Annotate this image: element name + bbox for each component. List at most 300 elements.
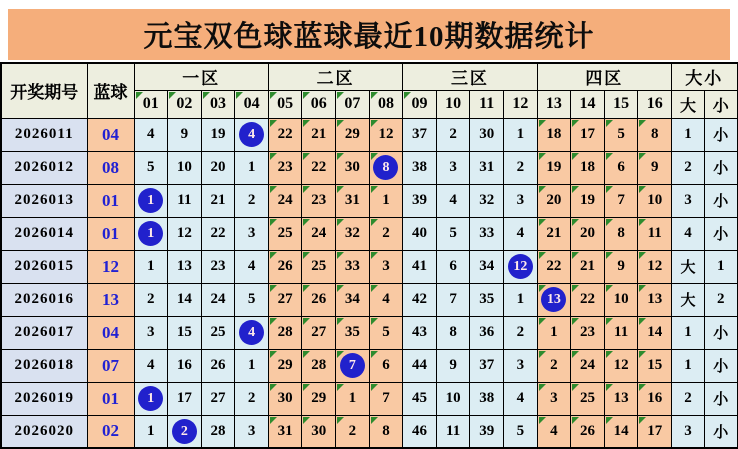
period-column-header: 开奖期号 — [1, 63, 87, 118]
miss-cell: 10 — [436, 382, 470, 415]
table-row-2026012 — [1, 151, 738, 184]
miss-cell: 10 — [604, 283, 638, 316]
miss-cell — [537, 283, 571, 316]
miss-cell: 2 — [436, 118, 470, 151]
miss-cell: 4 — [369, 283, 403, 316]
miss-cell: 1 — [336, 382, 370, 415]
comment-triangle-marker — [169, 92, 176, 99]
comment-triangle-marker — [606, 120, 613, 127]
comment-triangle-marker — [270, 120, 277, 127]
comment-triangle-marker — [404, 92, 411, 99]
miss-cell: 10 — [168, 151, 202, 184]
comment-triangle-marker — [303, 120, 310, 127]
zone2-header: 二区 — [268, 63, 402, 90]
miss-cell: 23 — [571, 316, 605, 349]
column-header-03: 03 — [201, 90, 235, 118]
miss-cell: 40 — [403, 217, 437, 250]
miss-cell: 36 — [470, 316, 504, 349]
miss-cell: 13 — [168, 250, 202, 283]
miss-cell: 7 — [604, 184, 638, 217]
comment-triangle-marker — [539, 384, 546, 391]
comment-triangle-marker — [236, 92, 243, 99]
comment-triangle-marker — [639, 384, 646, 391]
miss-cell: 26 — [201, 349, 235, 382]
miss-cell: 17 — [571, 118, 605, 151]
period-cell: 2026012 — [1, 151, 87, 184]
comment-triangle-marker — [572, 318, 579, 325]
comment-triangle-marker — [337, 252, 344, 259]
comment-triangle-marker — [270, 92, 277, 99]
miss-cell: 44 — [403, 349, 437, 382]
big-cell: 大 — [672, 250, 705, 283]
column-header-big: 大 — [672, 90, 705, 118]
miss-cell: 11 — [168, 184, 202, 217]
blue-column-header: 蓝球 — [87, 63, 134, 118]
comment-triangle-marker — [539, 219, 546, 226]
miss-cell: 2 — [336, 415, 370, 448]
miss-cell: 28 — [302, 349, 336, 382]
miss-cell: 25 — [268, 217, 302, 250]
miss-cell: 37 — [403, 118, 437, 151]
big-cell: 3 — [672, 415, 705, 448]
comment-triangle-marker — [270, 219, 277, 226]
miss-cell: 22 — [201, 217, 235, 250]
comment-triangle-marker — [539, 318, 546, 325]
big-cell: 1 — [672, 316, 705, 349]
miss-cell: 35 — [470, 283, 504, 316]
miss-cell: 23 — [302, 184, 336, 217]
miss-cell: 26 — [268, 250, 302, 283]
comment-triangle-marker — [606, 219, 613, 226]
comment-triangle-marker — [303, 351, 310, 358]
period-cell: 2026011 — [1, 118, 87, 151]
comment-triangle-marker — [572, 120, 579, 127]
period-cell: 2026013 — [1, 184, 87, 217]
size-header: 大小 — [672, 63, 738, 90]
comment-triangle-marker — [337, 120, 344, 127]
miss-cell: 16 — [638, 382, 672, 415]
comment-triangle-marker — [572, 219, 579, 226]
comment-triangle-marker — [371, 318, 378, 325]
blue-value-cell: 08 — [87, 151, 134, 184]
blue-ball-marker: 1 — [138, 221, 163, 246]
miss-cell: 29 — [302, 382, 336, 415]
miss-cell: 43 — [403, 316, 437, 349]
miss-cell — [134, 217, 168, 250]
comment-triangle-marker — [270, 351, 277, 358]
comment-triangle-marker — [371, 219, 378, 226]
big-cell: 4 — [672, 217, 705, 250]
miss-cell: 26 — [302, 283, 336, 316]
miss-cell: 5 — [369, 316, 403, 349]
comment-triangle-marker — [337, 219, 344, 226]
comment-triangle-marker — [639, 153, 646, 160]
miss-cell: 2 — [537, 349, 571, 382]
big-cell: 3 — [672, 184, 705, 217]
small-cell: 小 — [705, 349, 738, 382]
comment-triangle-marker — [303, 92, 310, 99]
column-header-09: 09 — [403, 90, 437, 118]
miss-cell: 30 — [268, 382, 302, 415]
miss-cell: 12 — [168, 217, 202, 250]
miss-cell — [235, 118, 269, 151]
blue-ball-marker: 13 — [541, 287, 566, 312]
miss-cell: 19 — [201, 118, 235, 151]
comment-triangle-marker — [572, 252, 579, 259]
blue-value-cell: 01 — [87, 382, 134, 415]
table-row-2026018 — [1, 349, 738, 382]
period-cell: 2026019 — [1, 382, 87, 415]
column-header-14: 14 — [571, 90, 605, 118]
comment-triangle-marker — [337, 417, 344, 424]
comment-triangle-marker — [270, 384, 277, 391]
miss-cell: 33 — [470, 217, 504, 250]
big-cell: 2 — [672, 151, 705, 184]
miss-cell: 24 — [268, 184, 302, 217]
small-cell: 小 — [705, 316, 738, 349]
miss-cell: 45 — [403, 382, 437, 415]
comment-triangle-marker — [371, 120, 378, 127]
comment-triangle-marker — [371, 186, 378, 193]
comment-triangle-marker — [371, 384, 378, 391]
comment-triangle-marker — [270, 186, 277, 193]
miss-cell: 9 — [638, 151, 672, 184]
miss-cell: 9 — [168, 118, 202, 151]
blue-ball-marker: 4 — [239, 122, 264, 147]
zone1-header: 一区 — [134, 63, 268, 90]
miss-cell: 25 — [571, 382, 605, 415]
column-header-05: 05 — [268, 90, 302, 118]
comment-triangle-marker — [203, 92, 210, 99]
miss-cell: 1 — [235, 349, 269, 382]
miss-cell: 3 — [436, 151, 470, 184]
comment-triangle-marker — [606, 384, 613, 391]
miss-cell: 1 — [235, 151, 269, 184]
miss-cell — [336, 349, 370, 382]
title-band — [8, 9, 730, 60]
blue-value-cell: 01 — [87, 217, 134, 250]
miss-cell: 7 — [436, 283, 470, 316]
blue-ball-stats-table — [0, 62, 738, 449]
comment-triangle-marker — [136, 92, 143, 99]
miss-cell: 19 — [537, 151, 571, 184]
comment-triangle-marker — [539, 153, 546, 160]
miss-cell: 20 — [571, 217, 605, 250]
big-cell: 1 — [672, 118, 705, 151]
miss-cell: 9 — [436, 349, 470, 382]
zone3-header: 三区 — [403, 63, 537, 90]
column-header-01: 01 — [134, 90, 168, 118]
zone-header-row — [1, 63, 738, 90]
miss-cell: 20 — [537, 184, 571, 217]
comment-triangle-marker — [572, 285, 579, 292]
miss-cell: 31 — [268, 415, 302, 448]
miss-cell: 38 — [470, 382, 504, 415]
comment-triangle-marker — [303, 384, 310, 391]
blue-value-cell: 04 — [87, 118, 134, 151]
column-header-11: 11 — [470, 90, 504, 118]
comment-triangle-marker — [572, 351, 579, 358]
miss-cell: 23 — [268, 151, 302, 184]
comment-triangle-marker — [303, 417, 310, 424]
miss-cell: 42 — [403, 283, 437, 316]
comment-triangle-marker — [572, 417, 579, 424]
miss-cell: 13 — [604, 382, 638, 415]
blue-value-cell: 12 — [87, 250, 134, 283]
comment-triangle-marker — [572, 384, 579, 391]
comment-triangle-marker — [337, 186, 344, 193]
blue-ball-marker: 12 — [508, 254, 533, 279]
period-cell: 2026018 — [1, 349, 87, 382]
column-header-06: 06 — [302, 90, 336, 118]
comment-triangle-marker — [270, 252, 277, 259]
miss-cell: 37 — [470, 349, 504, 382]
miss-cell: 2 — [235, 184, 269, 217]
miss-cell: 4 — [235, 250, 269, 283]
miss-cell: 8 — [436, 316, 470, 349]
comment-triangle-marker — [337, 318, 344, 325]
comment-triangle-marker — [606, 318, 613, 325]
miss-cell: 24 — [302, 217, 336, 250]
comment-triangle-marker — [639, 285, 646, 292]
comment-triangle-marker — [572, 186, 579, 193]
table-row-2026011 — [1, 118, 738, 151]
small-cell: 1 — [705, 250, 738, 283]
miss-cell: 4 — [504, 382, 538, 415]
miss-cell: 28 — [268, 316, 302, 349]
miss-cell: 46 — [403, 415, 437, 448]
miss-cell: 3 — [537, 382, 571, 415]
comment-triangle-marker — [639, 417, 646, 424]
miss-cell: 13 — [638, 283, 672, 316]
miss-cell: 6 — [436, 250, 470, 283]
miss-cell: 9 — [604, 250, 638, 283]
miss-cell: 8 — [638, 118, 672, 151]
period-cell: 2026015 — [1, 250, 87, 283]
comment-triangle-marker — [371, 252, 378, 259]
miss-cell: 27 — [268, 283, 302, 316]
miss-cell: 3 — [235, 217, 269, 250]
miss-cell: 17 — [168, 382, 202, 415]
miss-cell: 8 — [369, 415, 403, 448]
miss-cell — [369, 151, 403, 184]
miss-cell: 29 — [268, 349, 302, 382]
comment-triangle-marker — [606, 285, 613, 292]
comment-triangle-marker — [606, 351, 613, 358]
table-row-2026017 — [1, 316, 738, 349]
miss-cell: 16 — [168, 349, 202, 382]
blue-ball-marker: 8 — [373, 155, 398, 180]
comment-triangle-marker — [303, 186, 310, 193]
comment-triangle-marker — [303, 153, 310, 160]
comment-triangle-marker — [539, 252, 546, 259]
column-header-16: 16 — [638, 90, 672, 118]
miss-cell — [134, 184, 168, 217]
blue-ball-marker: 1 — [138, 188, 163, 213]
comment-triangle-marker — [371, 417, 378, 424]
miss-cell: 11 — [436, 415, 470, 448]
miss-cell: 11 — [638, 217, 672, 250]
miss-cell: 26 — [571, 415, 605, 448]
comment-triangle-marker — [270, 153, 277, 160]
miss-cell: 2 — [369, 217, 403, 250]
period-cell: 2026017 — [1, 316, 87, 349]
comment-triangle-marker — [639, 252, 646, 259]
miss-cell: 18 — [571, 151, 605, 184]
miss-cell: 39 — [470, 415, 504, 448]
small-cell: 小 — [705, 382, 738, 415]
miss-cell: 34 — [470, 250, 504, 283]
comment-triangle-marker — [639, 186, 646, 193]
miss-cell: 30 — [302, 415, 336, 448]
comment-triangle-marker — [337, 92, 344, 99]
miss-cell: 21 — [571, 250, 605, 283]
miss-cell: 5 — [604, 118, 638, 151]
page-title: 元宝双色球蓝球最近10期数据统计 — [143, 21, 595, 53]
miss-cell: 27 — [201, 382, 235, 415]
miss-cell: 3 — [504, 184, 538, 217]
comment-triangle-marker — [606, 252, 613, 259]
comment-triangle-marker — [270, 285, 277, 292]
small-cell: 小 — [705, 118, 738, 151]
blue-value-cell: 07 — [87, 349, 134, 382]
comment-triangle-marker — [371, 92, 378, 99]
table-row-2026016 — [1, 283, 738, 316]
miss-cell: 18 — [537, 118, 571, 151]
comment-triangle-marker — [539, 351, 546, 358]
miss-cell: 4 — [504, 217, 538, 250]
miss-cell: 14 — [604, 415, 638, 448]
miss-cell: 32 — [470, 184, 504, 217]
miss-cell: 21 — [302, 118, 336, 151]
miss-cell: 2 — [134, 283, 168, 316]
comment-triangle-marker — [303, 252, 310, 259]
miss-cell: 4 — [134, 349, 168, 382]
miss-cell: 6 — [604, 151, 638, 184]
comment-triangle-marker — [639, 120, 646, 127]
miss-cell: 7 — [369, 382, 403, 415]
miss-cell: 4 — [436, 184, 470, 217]
miss-cell: 22 — [268, 118, 302, 151]
blue-ball-marker: 4 — [239, 320, 264, 345]
blue-value-cell: 02 — [87, 415, 134, 448]
miss-cell: 3 — [369, 250, 403, 283]
miss-cell: 22 — [537, 250, 571, 283]
miss-cell — [504, 250, 538, 283]
big-cell: 1 — [672, 349, 705, 382]
blue-value-cell: 13 — [87, 283, 134, 316]
miss-cell: 35 — [336, 316, 370, 349]
miss-cell: 22 — [571, 283, 605, 316]
miss-cell: 22 — [302, 151, 336, 184]
miss-cell: 4 — [134, 118, 168, 151]
comment-triangle-marker — [303, 219, 310, 226]
comment-triangle-marker — [539, 417, 546, 424]
big-cell: 2 — [672, 382, 705, 415]
column-header-13: 13 — [537, 90, 571, 118]
miss-cell: 1 — [537, 316, 571, 349]
column-header-small: 小 — [705, 90, 738, 118]
miss-cell: 3 — [235, 415, 269, 448]
miss-cell — [168, 415, 202, 448]
miss-cell: 21 — [537, 217, 571, 250]
small-cell: 小 — [705, 415, 738, 448]
miss-cell: 38 — [403, 151, 437, 184]
miss-cell: 33 — [336, 250, 370, 283]
column-header-15: 15 — [604, 90, 638, 118]
small-cell: 2 — [705, 283, 738, 316]
miss-cell: 5 — [436, 217, 470, 250]
comment-triangle-marker — [639, 351, 646, 358]
miss-cell: 28 — [201, 415, 235, 448]
miss-cell: 34 — [336, 283, 370, 316]
miss-cell: 1 — [369, 184, 403, 217]
miss-cell: 19 — [571, 184, 605, 217]
table-row-2026014 — [1, 217, 738, 250]
miss-cell: 1 — [504, 283, 538, 316]
miss-cell: 1 — [504, 118, 538, 151]
miss-cell: 14 — [638, 316, 672, 349]
period-cell: 2026014 — [1, 217, 87, 250]
comment-triangle-marker — [572, 153, 579, 160]
miss-cell: 23 — [201, 250, 235, 283]
comment-triangle-marker — [539, 186, 546, 193]
column-header-02: 02 — [168, 90, 202, 118]
miss-cell: 24 — [201, 283, 235, 316]
miss-cell: 2 — [504, 316, 538, 349]
comment-triangle-marker — [371, 153, 378, 160]
miss-cell: 41 — [403, 250, 437, 283]
small-cell: 小 — [705, 184, 738, 217]
column-header-08: 08 — [369, 90, 403, 118]
comment-triangle-marker — [337, 351, 344, 358]
miss-cell: 30 — [336, 151, 370, 184]
miss-cell: 2 — [504, 151, 538, 184]
comment-triangle-marker — [270, 318, 277, 325]
miss-cell: 32 — [336, 217, 370, 250]
table-row-2026020 — [1, 415, 738, 448]
zone4-header: 四区 — [537, 63, 671, 90]
table-row-2026019 — [1, 382, 738, 415]
table-row-2026013 — [1, 184, 738, 217]
period-cell: 2026016 — [1, 283, 87, 316]
column-header-04: 04 — [235, 90, 269, 118]
small-cell: 小 — [705, 217, 738, 250]
comment-triangle-marker — [606, 417, 613, 424]
miss-cell: 1 — [134, 415, 168, 448]
miss-cell: 31 — [336, 184, 370, 217]
comment-triangle-marker — [606, 186, 613, 193]
miss-cell: 30 — [470, 118, 504, 151]
miss-cell: 10 — [638, 184, 672, 217]
comment-triangle-marker — [539, 120, 546, 127]
miss-cell: 20 — [201, 151, 235, 184]
blue-ball-marker: 7 — [340, 353, 365, 378]
blue-value-cell: 01 — [87, 184, 134, 217]
miss-cell: 8 — [604, 217, 638, 250]
comment-triangle-marker — [639, 318, 646, 325]
miss-cell: 25 — [302, 250, 336, 283]
big-cell: 大 — [672, 283, 705, 316]
comment-triangle-marker — [270, 417, 277, 424]
miss-cell: 3 — [504, 349, 538, 382]
miss-cell: 1 — [134, 250, 168, 283]
blue-ball-marker: 2 — [172, 419, 197, 444]
comment-triangle-marker — [639, 219, 646, 226]
miss-cell: 15 — [168, 316, 202, 349]
miss-cell: 3 — [134, 316, 168, 349]
miss-cell: 12 — [638, 250, 672, 283]
